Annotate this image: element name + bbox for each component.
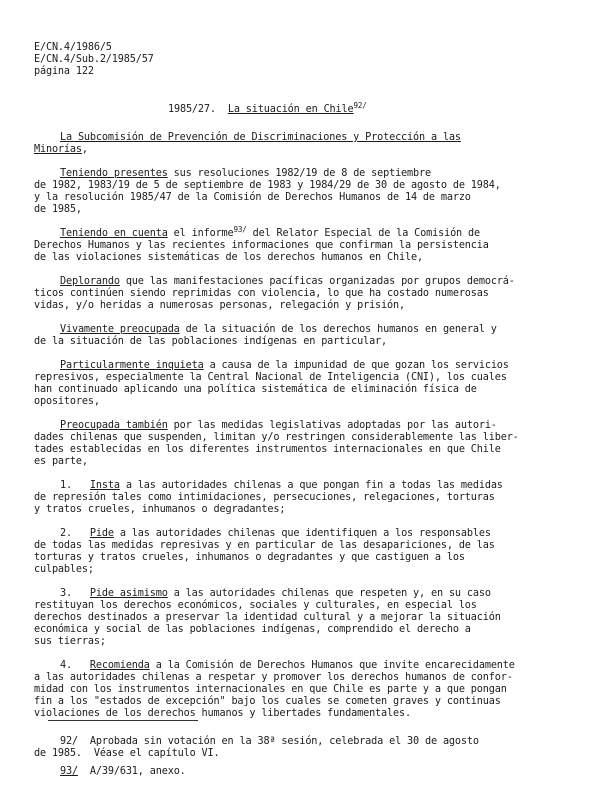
- paragraph-line: Teniendo en cuenta el informe$^{93/}$ del Relator Especial de la Comisión de: [60, 225, 480, 239]
- page-number: página 122: [34, 66, 94, 77]
- operative-paragraph-line: a las autoridades chilenas a respetar y promover los derechos humanos de confor-: [34, 672, 513, 683]
- paragraph-line: Particularmente inquieta a causa de la impunidad de que gozan los servicios: [60, 360, 509, 371]
- operative-paragraph-line: restituyan los derechos económicos, sociales y culturales, en especial los: [34, 600, 477, 611]
- paragraph-line: de la situación de las poblaciones indígenas en particular,: [34, 336, 388, 347]
- operative-paragraph-line: de todas las medidas represivas y en particular de las desapariciones, de las: [34, 540, 495, 551]
- paragraph-line: represivos, especialmente la Central Nacional de Inteligencia (CNI), los cuales: [34, 372, 507, 383]
- operative-paragraph-line: y tratos crueles, inhumanos o degradantes;: [34, 504, 286, 515]
- resolution-title-text: La situación en Chile: [227, 104, 354, 115]
- operative-paragraph-line: económica y social de las poblaciones indígenas, comprendido el derecho a: [34, 624, 471, 635]
- paragraph-line: de las violaciones sistemáticas de los derechos humanos en Chile,: [34, 252, 423, 263]
- operative-paragraph-line: 1. Insta a las autoridades chilenas a que pongan fin a todas las medidas: [60, 480, 503, 491]
- operative-paragraph-line: sus tierras;: [34, 636, 106, 647]
- resolution-number: 1985/27.: [168, 104, 216, 115]
- operative-paragraph-line: midad con los instrumentos internacionales en que Chile es parte y a que pongan: [34, 684, 507, 695]
- footnote-92-cont: de 1985. Véase el capítulo VI.: [34, 748, 220, 759]
- operative-paragraph-line: torturas y tratos crueles, inhumanos o degradantes y que castiguen a los: [34, 552, 465, 563]
- subcommission-line: La Subcomisión de Prevención de Discriminaciones y Protección a las: [60, 132, 461, 143]
- operative-paragraph-line: 2. Pide a las autoridades chilenas que identifiquen a los responsables: [60, 528, 491, 539]
- paragraph-line: de 1982, 1983/19 de 5 de septiembre de 1983 y 1984/29 de 30 de agosto de 1984,: [34, 180, 501, 191]
- paragraph-line: Deplorando que las manifestaciones pacíficas organizadas por grupos democrá-: [60, 276, 515, 287]
- paragraph-line: vidas, y/o heridas a numerosas personas, relegación y prisión,: [34, 300, 405, 311]
- operative-paragraph-line: culpables;: [34, 564, 94, 575]
- operative-paragraph-line: fin a los "estados de excepción" bajo los cuales se cometen graves y continuas: [34, 696, 501, 707]
- paragraph-line: tades establecidas en los diferentes instrumentos internacionales en que Chile: [34, 444, 501, 455]
- paragraph-line: y la resolución 1985/47 de la Comisión de Derechos Humanos de 14 de marzo: [34, 192, 471, 203]
- paragraph-line: dades chilenas que suspenden, limitan y/o restringen considerablemente las liber-: [34, 432, 519, 443]
- operative-paragraph-line: 3. Pide asimismo a las autoridades chilenas que respeten y, en su caso: [60, 588, 491, 599]
- operative-paragraph-line: violaciones de los derechos humanos y libertades fundamentales.: [34, 708, 411, 719]
- footnote-92: 92/ Aprobada sin votación en la 38ª sesión, celebrada el 30 de agosto: [60, 736, 479, 747]
- paragraph-line: de 1985,: [34, 204, 82, 215]
- operative-paragraph-line: derechos destinados a preservar la identidad cultural y a mejorar la situación: [34, 612, 501, 623]
- paragraph-line: Vivamente preocupada de la situación de los derechos humanos en general y: [60, 324, 497, 335]
- paragraph-line: opositores,: [34, 396, 100, 407]
- document-code: E/CN.4/1986/5: [34, 42, 112, 53]
- paragraph-line: Teniendo presentes sus resoluciones 1982/19 de 8 de septiembre: [60, 168, 431, 179]
- paragraph-line: ticos continúen siendo reprimidas con violencia, lo que ha costado numerosas: [34, 288, 489, 299]
- subcommission-line: Minorías,: [34, 144, 88, 155]
- operative-paragraph-line: 4. Recomienda a la Comisión de Derechos Humanos que invite encarecidamente: [60, 660, 515, 671]
- paragraph-line: han continuado aplicando una política sistemática de eliminación física de: [34, 384, 477, 395]
- footnote-separator: [48, 720, 198, 721]
- operative-paragraph-line: de represión tales como intimidaciones, persecuciones, relegaciones, torturas: [34, 492, 495, 503]
- footnote-93: 93/ A/39/631, anexo.: [60, 766, 186, 777]
- paragraph-line: es parte,: [34, 456, 88, 467]
- paragraph-line: Derechos Humanos y las recientes informaciones que confirman la persistencia: [34, 240, 489, 251]
- resolution-title: [168, 101, 367, 116]
- footnote-ref-92: 92/: [353, 101, 367, 110]
- document-code-sub: E/CN.4/Sub.2/1985/57: [34, 54, 154, 65]
- paragraph-line: Preocupada también por las medidas legislativas adoptadas por las autori-: [60, 420, 497, 431]
- footnote-ref-93: 93/: [233, 225, 247, 234]
